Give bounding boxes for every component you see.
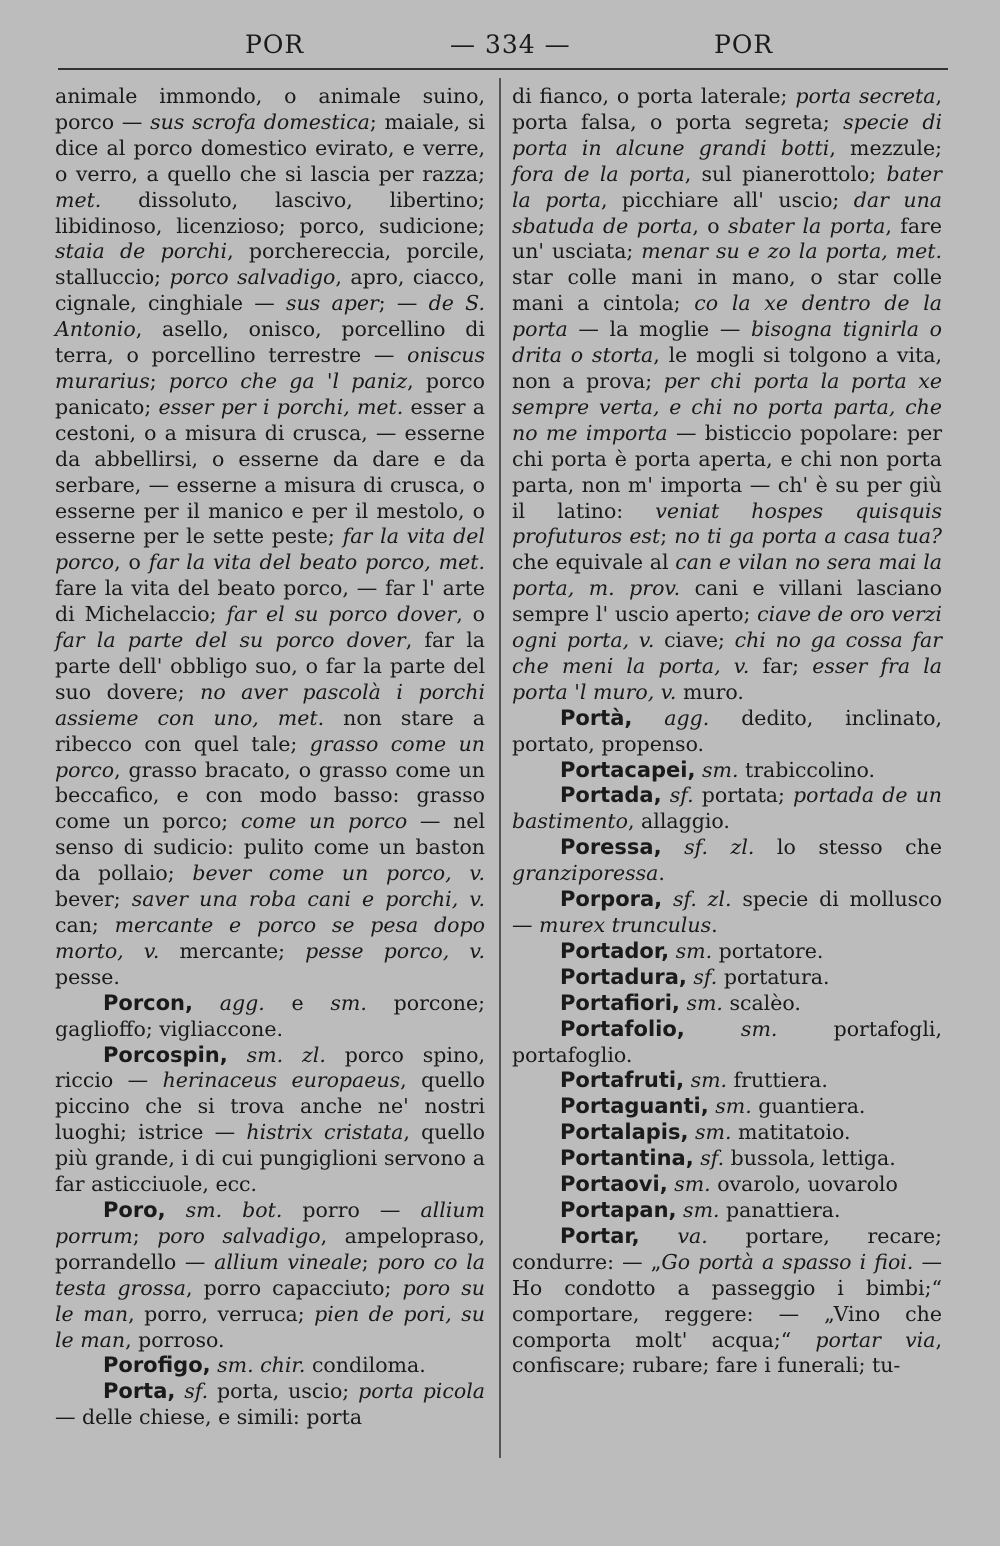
entry-porcospin: [55, 1043, 485, 1198]
headword: Portafruti,: [560, 1068, 685, 1093]
right-column: [512, 84, 942, 1379]
headword: Portà,: [560, 705, 633, 730]
entry-portar: [512, 1224, 942, 1379]
entry-portaguanti: [512, 1094, 942, 1120]
headword: Portafiori,: [560, 990, 680, 1015]
headword: Poro,: [103, 1197, 166, 1222]
definition: agg. e sm. porcone; gaglioffo; vigliaccone.: [55, 990, 485, 1041]
entry-porpora: [512, 887, 942, 939]
definition: sf. bussola, lettiga.: [700, 1146, 896, 1171]
definition: sm. trabiccolino.: [702, 757, 876, 782]
entry-portaovi: [512, 1172, 942, 1198]
headword: Portaguanti,: [560, 1094, 709, 1119]
definition: sm. portatore.: [675, 938, 824, 963]
headword: Porpora,: [560, 887, 663, 912]
entry-portantina: [512, 1146, 942, 1172]
definition: sm. fruttiera.: [690, 1068, 828, 1093]
page-number: — 334 —: [450, 30, 571, 59]
entry-portafruti: [512, 1068, 942, 1094]
entry-porco-cont: [55, 84, 485, 991]
headword: Portar,: [560, 1223, 640, 1248]
headword: Portaovi,: [560, 1172, 668, 1197]
definition: sm. chir. condiloma.: [217, 1353, 426, 1378]
headword: Portafolio,: [560, 1016, 685, 1041]
definition: sf. portatura.: [693, 964, 830, 989]
entry-porcon: [55, 991, 485, 1043]
definition: sm. guantiera.: [715, 1094, 866, 1119]
definition: di fianco, o porta laterale; porta secreta, porta falsa, o porta segreta; specie di porta in alcune grandi botti, mezzule; fora de la porta, sul pianerottolo; bater la porta, picchiare all' uscio; dar una sbatuda de porta, o sbater la porta, fare un' usciata; menar su e zo la porta, met. star colle mani in mano, o star colle mani a cintola; co la xe dentro de la porta — la moglie — bisogna tignirla o drita o storta, le mogli si tolgono a vita, non a prova; per chi porta la porta xe sempre verta, e chi no porta parta, che no me importa — bisticcio popolare: per chi porta è porta aperta, e chi non porta parta, non m' importa — ch' è su per giù il latino: veniat hospes quisquis profuturos est; no ti ga porta a casa tua? che equivale al can e vilan no sera mai la porta, m. prov. cani e villani lasciano sempre l' uscio aperto; ciave de oro verzi ogni porta, v. ciave; chi no ga cossa far che meni la porta, v. far; esser fra la porta 'l muro, v. muro.: [512, 84, 943, 704]
headword: Portada,: [560, 783, 662, 808]
entry-poro: [55, 1198, 485, 1353]
headword: Porta,: [103, 1379, 176, 1404]
definition: sf. porta, uscio; porta picola — delle chiese, e simili: porta: [55, 1379, 485, 1430]
entry-portafiori: [512, 991, 942, 1017]
definition: sm. ovarolo, uovarolo: [674, 1172, 898, 1197]
definition: va. portare, recare; condurre: — „Go portà a spasso i fioi. — Ho condotto a passeggio i bimbi;“ comportare, reggere: — „Vino che comporta molt' acqua;“ portar via, confiscare; rubare; fare i funerali; tu-: [512, 1223, 942, 1378]
headword: Portacapei,: [560, 757, 696, 782]
entry-portadura: [512, 965, 942, 991]
definition: sf. zl. specie di mollusco — murex trunculus.: [512, 887, 942, 937]
headword: Porcospin,: [103, 1042, 228, 1067]
definition: sf. zl. lo stesso che granziporessa.: [512, 835, 942, 886]
entry-poressa: [512, 835, 942, 887]
headword: Portadura,: [560, 964, 687, 989]
entry-porta-cont: [512, 84, 942, 706]
headword: Porcon,: [103, 990, 193, 1015]
headword: Poressa,: [560, 835, 662, 860]
entry-portafolio: [512, 1017, 942, 1069]
entry-porta: [55, 1379, 485, 1431]
headword: Portalapis,: [560, 1120, 689, 1145]
definition: sm. matitatoio.: [695, 1120, 851, 1145]
definition: sf. portata; portada de un bastimento, allaggio.: [512, 783, 942, 834]
definition: sm. scalèo.: [686, 990, 801, 1015]
definition: sm. zl. porco spino, riccio — herinaceus europaeus, quello piccino che si trova anche ne' nostri luoghi; istrice — histrix cristata, quello più grande, i di cui pungiglioni servono a far asticciuole, ecc.: [55, 1042, 485, 1197]
entry-portacapei: [512, 758, 942, 784]
definition: sm. bot. porro — allium porrum; poro salvadigo, ampelopraso, porrandello — allium vineale; poro co la testa grossa, porro capacciuto; poro su le man, porro, verruca; pien de pori, su le man, porroso.: [55, 1197, 485, 1352]
header-right-guideword: POR: [714, 30, 774, 59]
header-left-guideword: POR: [245, 30, 305, 59]
definition: animale immondo, o animale suino, porco — sus scrofa domestica; maiale, si dice al porco domestico evirato, e verre, o verro, a quello che si lascia per razza; met. dissoluto, lascivo, libertino; libidinoso, licenzioso; porco, sudicione; staia de porchi, porchereccia, porcile, stalluccio; porco salvadigo, apro, ciacco, cignale, cinghiale — sus aper; — de S. Antonio, asello, onisco, porcellino di terra, o porcellino terrestre — oniscus murarius; porco che ga 'l paniz, porco panicato; esser per i porchi, met. esser a cestoni, o a misura di crusca, — esserne da abbellirsi, o esserne da dare e da serbare, — esserne a misura di crusca, o esserne per il manico e per il mestolo, o esserne per le sette peste; far la vita del porco, o far la vita del beato porco, met. fare la vita del beato porco, — far l' arte di Michelaccio; far el su porco dover, o far la parte del su porco dover, far la parte dell' obbligo suo, o far la parte del suo dovere; no aver pascolà i porchi assieme con uno, met. non stare a ribecco con quel tale; grasso come un porco, grasso bracato, o grasso come un beccafico, e con modo basso: grasso come un porco; come un porco — nel senso di sudicio: pulito come un baston da pollaio; bever come un porco, v. bever; saver una roba cani e porchi, v. can; mercante e porco se pesa dopo morto, v. mercante; pesse porco, v. pesse.: [55, 84, 486, 989]
definition: sm. panattiera.: [683, 1197, 841, 1222]
headword: Portantina,: [560, 1146, 694, 1171]
definition: sm. portafogli, portafoglio.: [512, 1016, 942, 1067]
header-rule: [58, 68, 948, 70]
entry-portador: [512, 939, 942, 965]
entry-porofigo: [55, 1353, 485, 1379]
headword: Porofigo,: [103, 1353, 211, 1378]
headword: Portador,: [560, 938, 670, 963]
headword: Portapan,: [560, 1197, 677, 1222]
column-divider: [499, 78, 501, 1458]
entry-portada: [512, 783, 942, 835]
entry-portalapis: [512, 1120, 942, 1146]
entry-portapan: [512, 1198, 942, 1224]
definition: agg. dedito, inclinato, portato, propenso.: [512, 705, 942, 756]
left-column: [55, 84, 485, 1431]
entry-porta-agg: [512, 706, 942, 758]
